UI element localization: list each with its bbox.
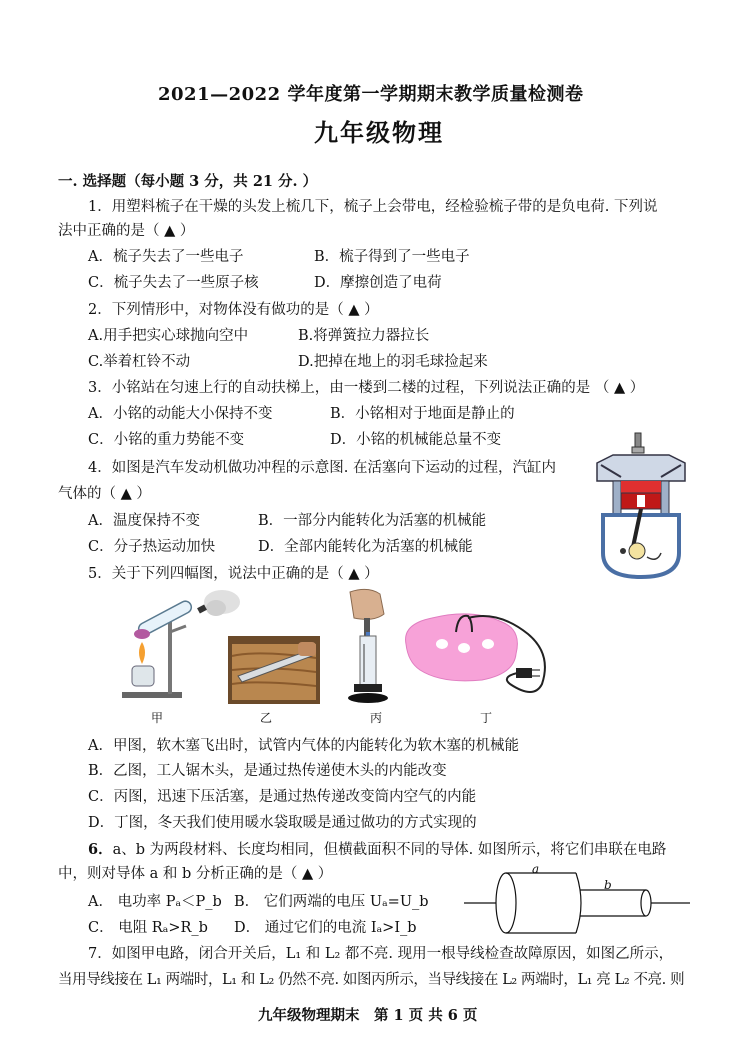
- q6-stem-line1: a、b 为两段材料、长度均相同，但横截面积不同的导体. 如图所示，将它们串联在电路: [112, 842, 667, 858]
- figure-bing-piston-cylinder-icon: [340, 588, 396, 706]
- figure-yi-saw-wood-icon: [228, 636, 320, 704]
- exam-subtitle: 九年级物理: [314, 118, 444, 147]
- q2-option-c: C.举着杠铃不动: [88, 354, 191, 370]
- q1-option-c: C．梳子失去了一些原子核: [88, 275, 259, 291]
- exam-title: 2021—2022 学年度第一学期期末教学质量检测卷: [158, 84, 584, 105]
- q5-caption-jia: 甲: [151, 711, 164, 725]
- q6-stem-line2: 中，则对导体 a 和 b 分析正确的是（ ▲ ）: [58, 866, 333, 882]
- q3-option-b: B．小铭相对于地面是静止的: [330, 406, 515, 422]
- q5-caption-ding: 丁: [480, 711, 493, 725]
- figure-ding-hot-water-bag-icon: [402, 604, 562, 706]
- q5-caption-bing: 丙: [370, 711, 383, 725]
- q3-option-a: A．小铭的动能大小保持不变: [88, 406, 273, 422]
- q5-option-c: C．丙图，迅速下压活塞，是通过热传递改变筒内空气的内能: [88, 789, 477, 805]
- q6-option-c: C． 电阻 Rₐ>R_b: [88, 920, 208, 936]
- q3-stem: 3．小铭站在匀速上行的自动扶梯上，由一楼到二楼的过程，下列说法正确的是 （ ▲ ）: [88, 380, 645, 396]
- q5-option-a: A．甲图，软木塞飞出时，试管内气体的内能转化为软木塞的机械能: [88, 738, 519, 754]
- q4-option-b: B．一部分内能转化为活塞的机械能: [258, 513, 487, 529]
- q4-stem-line1: 4．如图是汽车发动机做功冲程的示意图. 在活塞向下运动的过程，汽缸内: [88, 460, 556, 476]
- q3-option-d: D．小铭的机械能总量不变: [330, 432, 502, 448]
- q2-stem: 2．下列情形中，对物体没有做功的是（ ▲ ）: [88, 302, 379, 318]
- q2-option-b: B.将弹簧拉力器拉长: [298, 328, 430, 344]
- q4-option-c: C．分子热运动加快: [88, 539, 216, 555]
- q7-stem-line1: 7．如图甲电路，闭合开关后，L₁ 和 L₂ 都不亮. 现用一根导线检查故障原因，如图乙所示，: [88, 946, 674, 962]
- q6-option-a: A． 电功率 Pₐ＜P_b: [88, 894, 222, 910]
- q5-stem: 5．关于下列四幅图，说法中正确的是（ ▲ ）: [88, 566, 379, 582]
- q5-caption-yi: 乙: [260, 711, 273, 725]
- q2-option-a: A.用手把实心球抛向空中: [88, 328, 249, 344]
- q7-stem-line2: 当用导线接在 L₁ 两端时，L₁ 和 L₂ 仍然不亮. 如图丙所示，当导线接在 L₂ 两端时，L₁ 亮 L₂ 不亮. 则: [58, 972, 685, 988]
- q6-option-d: D． 通过它们的电流 Iₐ>I_b: [234, 920, 417, 936]
- q5-option-d: D．丁图，冬天我们使用暖水袋取暖是通过做功的方式实现的: [88, 815, 477, 831]
- page-footer: 九年级物理期末 第 1 页 共 6 页: [258, 1007, 478, 1024]
- q1-option-d: D．摩擦创造了电荷: [314, 275, 442, 291]
- q4-stem-line2: 气体的（ ▲ ）: [58, 486, 151, 502]
- q5-option-b: B．乙图，工人锯木头，是通过热传递使木头的内能改变: [88, 763, 447, 779]
- q1-option-b: B．梳子得到了一些电子: [314, 249, 470, 265]
- q1-option-a: A．梳子失去了一些电子: [88, 249, 244, 265]
- q6-number: 6．: [88, 841, 113, 858]
- q6-option-b: B． 它们两端的电压 Uₐ=U_b: [234, 894, 429, 910]
- engine-stroke-diagram: [593, 433, 689, 579]
- conductor-b-label: b: [604, 878, 612, 892]
- q2-option-d: D.把掉在地上的羽毛球捡起来: [298, 354, 488, 370]
- q1-stem-line1: 1．用塑料梳子在干燥的头发上梳几下，梳子上会带电，经检验梳子带的是负电荷. 下列说: [88, 199, 658, 215]
- figure-jia-test-tube-icon: [120, 592, 244, 704]
- section-heading: 一. 选择题（每小题 3 分，共 21 分. ）: [58, 173, 318, 190]
- conductor-ab-diagram: [464, 866, 690, 940]
- q4-option-d: D．全部内能转化为活塞的机械能: [258, 539, 473, 555]
- q3-option-c: C．小铭的重力势能不变: [88, 432, 245, 448]
- conductor-a-label: a: [532, 862, 540, 876]
- q4-option-a: A．温度保持不变: [88, 513, 200, 529]
- q1-stem-line2: 法中正确的是（ ▲ ）: [58, 223, 195, 239]
